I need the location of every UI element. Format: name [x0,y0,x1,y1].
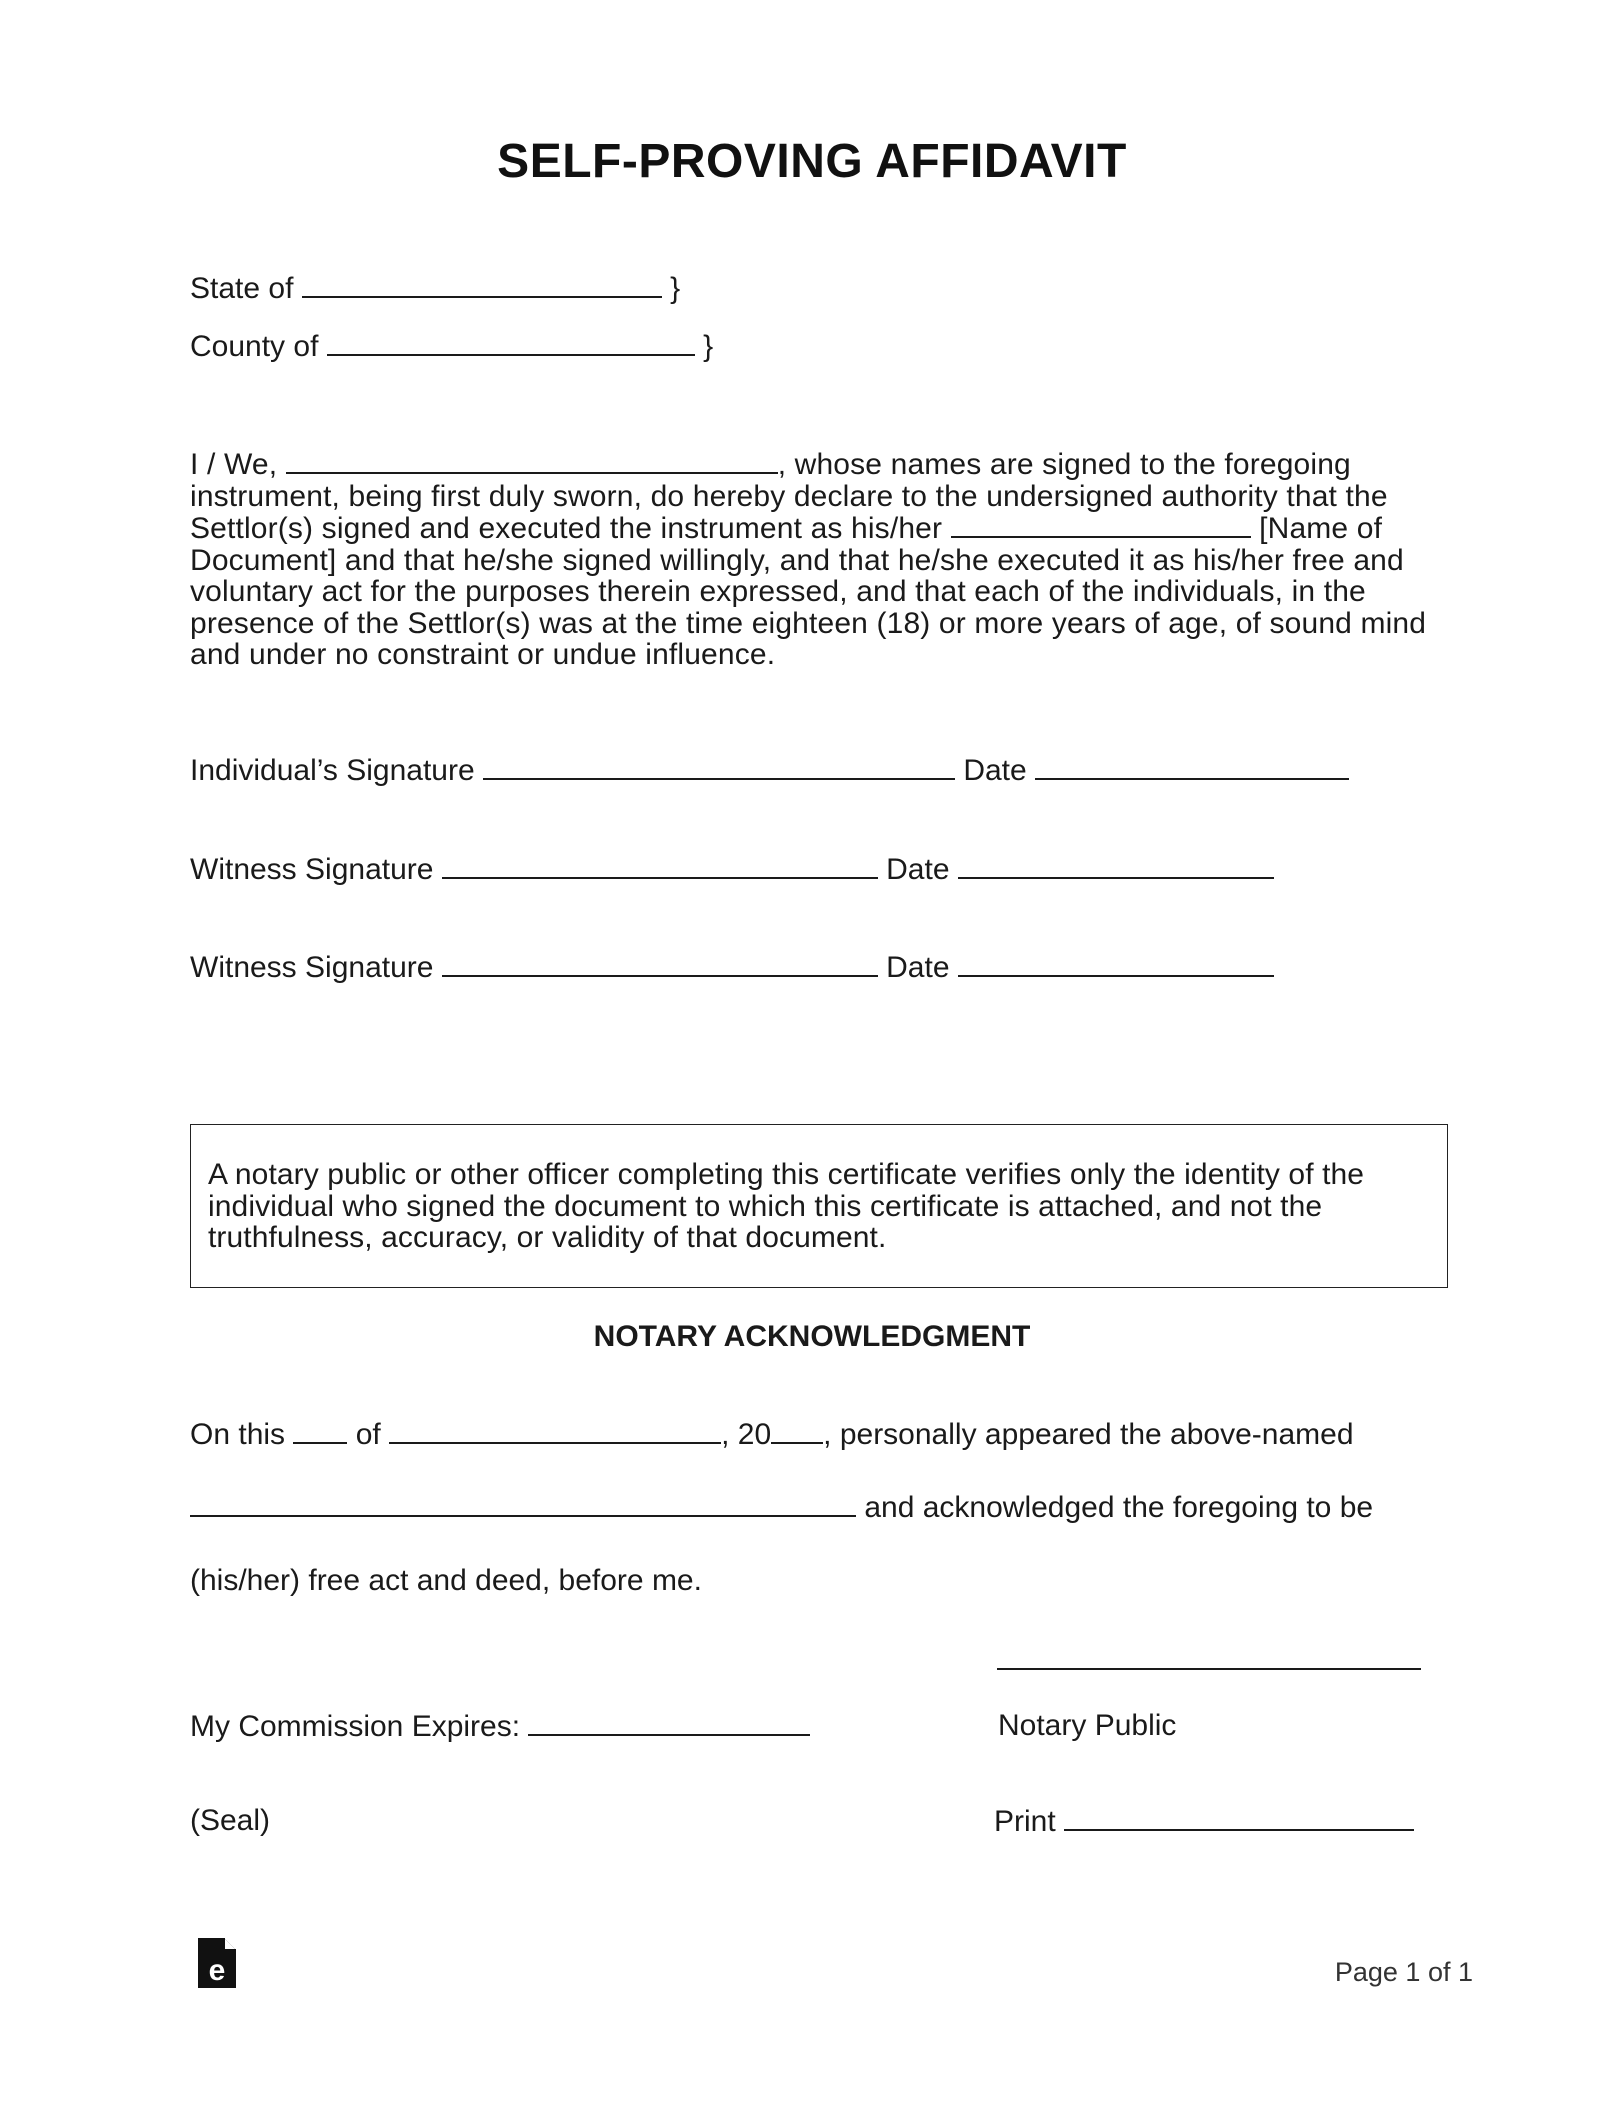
names-field[interactable] [286,448,778,474]
year-field[interactable] [771,1418,823,1444]
acknowledged-text: and acknowledged the foregoing to be [864,1491,1374,1524]
declaration-text-2: [Name of Document] and that he/she signed willingly, and that he/she executed it as his/her free and voluntary act for the purposes therein expressed, and that each of the individuals, in the presence of the Settlor(s) was at the time eighteen (18) or more years of age, of sound mind and under no constraint or undue influence. [190,512,1427,671]
seal-label: (Seal) [190,1804,271,1837]
notary-heading: NOTARY ACKNOWLEDGMENT [593,1320,1031,1353]
appeared-name-field[interactable] [190,1491,856,1517]
commission-row [190,1710,810,1743]
individual-signature-label: Individual’s Signature [190,754,475,787]
state-label: State of [190,272,294,305]
witness-signature-label: Witness Signature [190,951,434,984]
notary-notice-box [190,1124,1448,1288]
witness-date-label: Date [886,951,950,984]
notary-notice-text: A notary public or other officer completing this certificate verifies only the identity of the individual who signed the document to which this certificate is attached, and not the truthfulness, accuracy, or validity of that document. [208,1158,1365,1254]
individual-date-field[interactable] [1035,754,1349,780]
commission-expires-field[interactable] [528,1710,810,1736]
on-this-label: On this [190,1418,286,1451]
notary-name-line [190,1491,1373,1524]
witness-signature-field-1[interactable] [442,853,878,879]
notary-public-label: Notary Public [998,1709,1177,1742]
witness-signature-row-1 [190,853,1274,886]
month-field[interactable] [389,1418,721,1444]
print-row [994,1805,1414,1838]
declaration-text-1: , whose names are signed to the foregoing instrument, being first duly sworn, do hereby declare to the undersigned authority that the Settlor(s) signed and executed the instrument as his/her [190,448,1388,545]
document-name-field[interactable] [951,512,1251,538]
state-line [190,272,680,305]
free-act-text: (his/her) free act and deed, before me. [190,1564,702,1597]
appeared-text: , personally appeared the above-named [823,1418,1354,1451]
print-label: Print [994,1805,1056,1838]
state-brace: } [670,272,681,305]
year-prefix: , 20 [721,1418,772,1451]
declaration-lead: I / We, [190,448,278,481]
notary-date-line [190,1418,1354,1451]
individual-date-label: Date [963,754,1027,787]
declaration-paragraph [190,448,1450,671]
logo-letter: e [208,1954,226,1987]
individual-signature-field[interactable] [483,754,955,780]
day-field[interactable] [293,1418,347,1444]
county-label: County of [190,330,319,363]
document-title: SELF-PROVING AFFIDAVIT [497,135,1127,188]
witness-signature-row-2 [190,951,1274,984]
witness-date-label: Date [886,853,950,886]
notary-signature-field[interactable] [997,1668,1421,1670]
page-number: Page 1 of 1 [1334,1957,1473,1987]
of-label: of [355,1418,381,1451]
county-line [190,330,713,363]
witness-signature-field-2[interactable] [442,951,878,977]
county-field[interactable] [327,330,695,356]
witness-signature-label: Witness Signature [190,853,434,886]
witness-date-field-1[interactable] [958,853,1274,879]
witness-date-field-2[interactable] [958,951,1274,977]
county-brace: } [703,330,714,363]
print-name-field[interactable] [1064,1805,1414,1831]
eforms-logo-icon [198,1938,236,1988]
state-field[interactable] [302,272,662,298]
commission-label: My Commission Expires: [190,1710,521,1743]
individual-signature-row [190,754,1349,787]
